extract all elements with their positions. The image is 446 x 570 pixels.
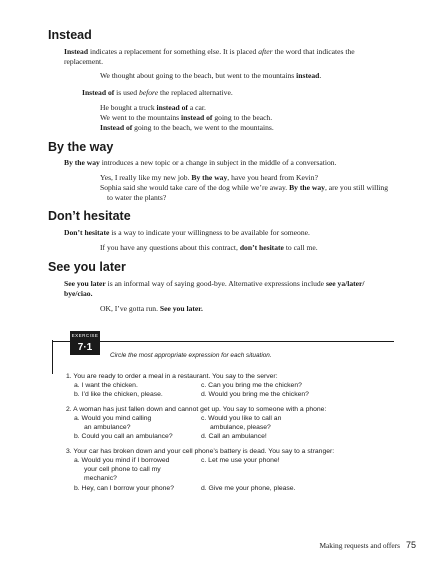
heading-see-you-later: See you later: [48, 260, 126, 274]
exercise-number: 7·1: [70, 340, 100, 355]
exercise-rule-left: [52, 341, 70, 342]
q3-prompt: 3. Your car has broken down and your cell phone’s battery is dead. You say to a stranger:: [66, 448, 335, 455]
q3-option-b[interactable]: b. Hey, can I borrow your phone?: [74, 485, 174, 492]
see-you-later-example: OK, I’ve gotta run. See you later.: [100, 304, 203, 313]
by-the-way-example-2-cont: to water the plants?: [107, 193, 167, 202]
exercise-rule-vertical: [52, 340, 53, 374]
q3-option-d[interactable]: d. Give me your phone, please.: [201, 485, 296, 492]
q1-option-c[interactable]: c. Can you bring me the chicken?: [201, 382, 302, 389]
q2-option-b[interactable]: b. Could you call an ambulance?: [74, 433, 173, 440]
heading-instead: Instead: [48, 28, 92, 42]
q1-option-b[interactable]: b. I’d like the chicken, please.: [74, 391, 163, 398]
exercise-badge: [70, 331, 100, 355]
by-the-way-example-1: Yes, I really like my new job. By the way, have you heard from Kevin?: [100, 173, 318, 182]
exercise-label: EXERCISE: [71, 333, 99, 338]
see-you-later-intro-cont: bye/ciao.: [64, 289, 93, 298]
see-you-later-intro: See you later is an informal way of saying good-bye. Alternative expressions include see ya/later/: [64, 279, 365, 288]
heading-by-the-way: By the way: [48, 140, 114, 154]
instead-of-example-b: We went to the mountains instead of going to the beach.: [100, 113, 273, 122]
q2-prompt: 2. A woman has just fallen down and cannot get up. You say to someone with a phone:: [66, 406, 327, 413]
page-number: 75: [405, 540, 416, 550]
q1-prompt: 1. You are ready to order a meal in a restaurant. You say to the server:: [66, 373, 278, 380]
by-the-way-intro: By the way introduces a new topic or a change in subject in the middle of a conversation.: [64, 158, 337, 167]
q3-option-a-cont-2[interactable]: mechanic?: [84, 475, 117, 482]
q3-option-c[interactable]: c. Let me use your phone!: [201, 457, 280, 464]
instead-of-example-a: He bought a truck instead of a car.: [100, 103, 206, 112]
by-the-way-example-2: Sophia said she would take care of the dog while we’re away. By the way, are you still willing: [100, 183, 389, 192]
page-footer: [319, 540, 416, 550]
instead-of-rule: Instead of is used before the replaced alternative.: [82, 88, 233, 97]
heading-dont-hesitate: Don’t hesitate: [48, 209, 131, 223]
q2-option-a-cont[interactable]: an ambulance?: [84, 424, 131, 431]
q2-option-d[interactable]: d. Call an ambulance!: [201, 433, 267, 440]
q2-option-c-cont[interactable]: ambulance, please?: [210, 424, 271, 431]
instead-example-1: We thought about going to the beach, but went to the mountains instead.: [100, 71, 322, 80]
q1-option-a[interactable]: a. I want the chicken.: [74, 382, 138, 389]
instead-intro: Instead indicates a replacement for something else. It is placed after the word that indicates the: [64, 47, 355, 56]
instead-of-example-c: Instead of going to the beach, we went to the mountains.: [100, 123, 274, 132]
instead-intro-cont: replacement.: [64, 57, 103, 66]
q2-option-a[interactable]: a. Would you mind calling: [74, 415, 152, 422]
q1-option-d[interactable]: d. Would you bring me the chicken?: [201, 391, 309, 398]
running-title: Making requests and offers: [319, 541, 400, 550]
dont-hesitate-intro: Don’t hesitate is a way to indicate your willingness to be available for someone.: [64, 228, 310, 237]
exercise-rule-right: [100, 341, 394, 342]
exercise-instruction: Circle the most appropriate expression for each situation.: [110, 352, 272, 359]
q2-option-c[interactable]: c. Would you like to call an: [201, 415, 282, 422]
dont-hesitate-example: If you have any questions about this contract, don’t hesitate to call me.: [100, 243, 318, 252]
q3-option-a[interactable]: a. Would you mind if I borrowed: [74, 457, 170, 464]
q3-option-a-cont-1[interactable]: your cell phone to call my: [84, 466, 161, 473]
